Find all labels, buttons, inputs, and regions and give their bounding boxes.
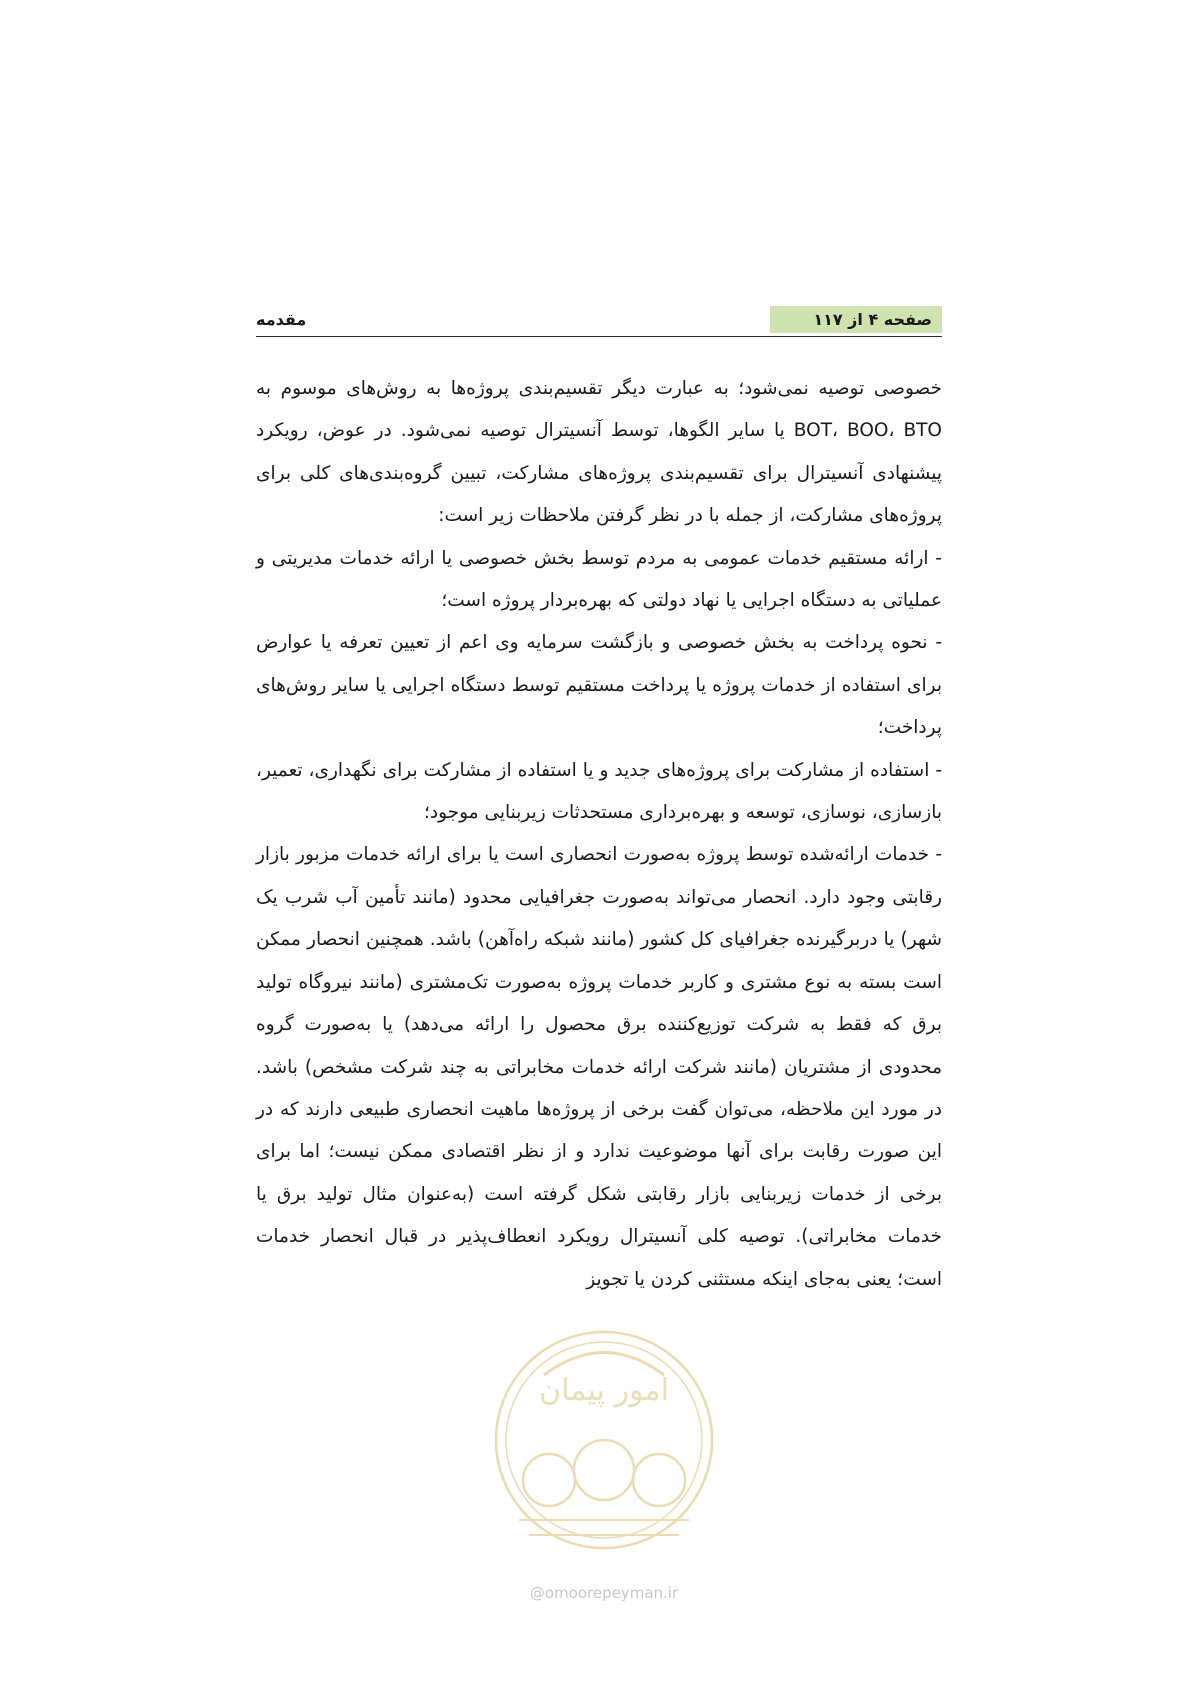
paragraph: - خدمات ارائه‌شده توسط پروژه به‌صورت انحصاری است یا برای ارائه خدمات مزبور بازار رقابتی وجود دارد. انحصار می‌تواند به‌صورت جغرافیایی محدود (مانند تأمین آب شرب یک شهر) یا دربرگیرنده جغرافیای کل کشور (مانند شبکه راه‌آهن) باشد. همچنین انحصار ممکن است بسته به نوع مشتری و کاربر خدمات پروژه به‌صورت تک‌مشتری (مانند نیروگاه تولید برق که فقط به شرکت توزیع‌کننده برق محصول را ارائه می‌دهد) یا به‌صورت گروه محدودی از مشتریان (مانند شرکت ارائه خدمات مخابراتی به چند شرکت مشخص) باشد. در مورد این ملاحظه، می‌توان گفت برخی از پروژه‌ها ماهیت انحصاری طبیعی دارند که در این صورت رقابت برای آنها موضوعیت ندارد و از نظر اقتصادی ممکن نیست؛ اما برای برخی از خدمات زیربنایی بازار رقابتی شکل گرفته است (به‌عنوان مثال تولید برق یا خدمات مخابراتی). توصیه کلی آنسیترال رویکرد انعطاف‌پذیر در قبال انحصار خدمات است؛ یعنی به‌جای اینکه مستثنی کردن یا تجویز (256, 844, 942, 1290)
chapter-title: مقدمه (256, 310, 307, 329)
watermark-logo (489, 1320, 719, 1570)
paragraph: - ارائه مستقیم خدمات عمومی به مردم توسط بخش خصوصی یا ارائه خدمات مدیریتی و عملیاتی به دستگاه اجرایی یا نهاد دولتی که بهره‌بردار پروژه است؛ (256, 547, 942, 612)
paragraph: - نحوه پرداخت به بخش خصوصی و بازگشت سرمایه وی اعم از تعیین تعرفه یا عوارض برای استفاده از خدمات پروژه یا پرداخت مستقیم توسط دستگاه اجرایی یا سایر روش‌های پرداخت؛ (256, 632, 942, 739)
paragraph: - استفاده از مشارکت برای پروژه‌های جدید و یا استفاده از مشارکت برای نگهداری، تعمیر، بازسازی، نوسازی، توسعه و بهره‌برداری مستحدثات زیربنایی موجود؛ (256, 759, 942, 824)
gear-icon (633, 1454, 685, 1506)
gear-icon (574, 1440, 634, 1500)
watermark-site: @omoorepeyman.ir (529, 1584, 679, 1602)
paragraph: خصوصی توصیه نمی‌شود؛ به عبارت دیگر تقسیم‌بندی پروژه‌ها به روش‌های موسوم به BOT، BOO، BTO یا سایر الگوها، توسط آنسیترال توصیه نمی‌شود. در عوض، رویکرد پیشنهادی آنسیترال برای تقسیم‌بندی پروژه‌های مشارکت، تبیین گروه‌بندی‌های کلی برای پروژه‌های مشارکت، از جمله با در نظر گرفتن ملاحظات زیر است: (256, 378, 942, 527)
watermark-logo-text: امور پیمان (539, 1373, 669, 1408)
page-header (256, 306, 942, 337)
gear-icon (523, 1454, 575, 1506)
body-text (256, 368, 942, 1301)
page-number-badge: صفحه ۴ از ۱۱۷ (770, 306, 942, 333)
